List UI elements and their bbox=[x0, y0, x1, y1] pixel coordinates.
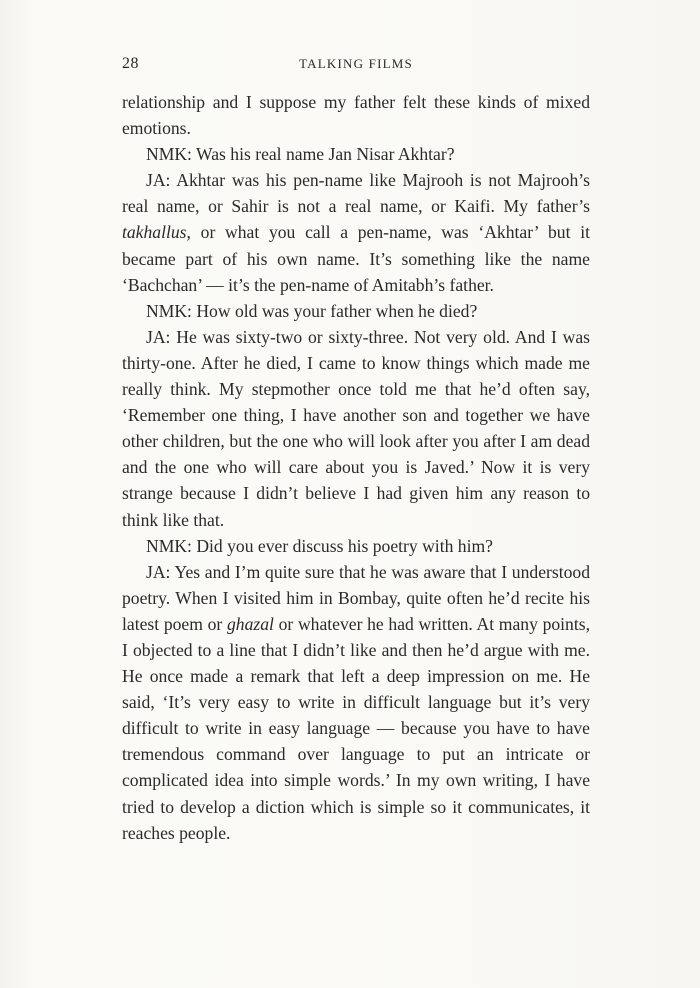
italic-term: takhallus bbox=[122, 222, 187, 243]
text-run: or whatever he had written. At many points, I objected to a line that I didn’t like and then he’d argue with me. He once made a remark that left a deep impression on me. He said, ‘It’s very easy to write in difficult language but it’s very difficult to write in easy language — because you have to have tremendous command over language to put an intricate or complicated idea into simple words.’ In my own writing, I have tried to develop a diction which is simple so it communicates, it reaches people. bbox=[122, 613, 590, 843]
paragraph-answer bbox=[122, 167, 590, 297]
running-head bbox=[122, 55, 590, 77]
paragraph-question bbox=[122, 141, 590, 167]
text-run: NMK: Did you ever discuss his poetry with him? bbox=[146, 535, 493, 556]
italic-term: ghazal bbox=[226, 613, 274, 634]
body-text bbox=[122, 89, 590, 846]
text-run: relationship and I suppose my father felt these kinds of mixed emotions. bbox=[122, 92, 590, 139]
page-number: 28 bbox=[122, 55, 139, 72]
text-run: NMK: How old was your father when he died? bbox=[146, 300, 478, 321]
text-run: NMK: Was his real name Jan Nisar Akhtar? bbox=[146, 144, 455, 165]
text-run: , or what you call a pen-name, was ‘Akhtar’ but it became part of his own name. It’s something like the name ‘Bachchan’ — it’s the pen-name of Amitabh’s father. bbox=[122, 222, 590, 295]
paragraph-question bbox=[122, 298, 590, 324]
book-title: TALKING FILMS bbox=[299, 56, 413, 71]
paragraph-continued bbox=[122, 89, 590, 141]
paragraph-answer bbox=[122, 559, 590, 846]
text-run: JA: Yes and I’m quite sure that he was aware that I understood poetry. When I visited him in Bombay, quite often he’d recite his latest poem or bbox=[122, 561, 590, 634]
text-run: JA: Akhtar was his pen-name like Majrooh is not Majrooh’s real name, or Sahir is not a real name, or Kaifi. My father’s bbox=[122, 170, 590, 217]
paragraph-question bbox=[122, 533, 590, 559]
text-run: JA: He was sixty-two or sixty-three. Not very old. And I was thirty-one. After he died, I came to know things which made me really think. My stepmother once told me that he’d often say, ‘Remember one thing, I have another son and together we have other children, but the one who will look after you after I am dead and the one who will care about you is Javed.’ Now it is very strange because I didn’t believe I had given him any reason to think like that. bbox=[122, 326, 590, 530]
paragraph-answer bbox=[122, 324, 590, 533]
